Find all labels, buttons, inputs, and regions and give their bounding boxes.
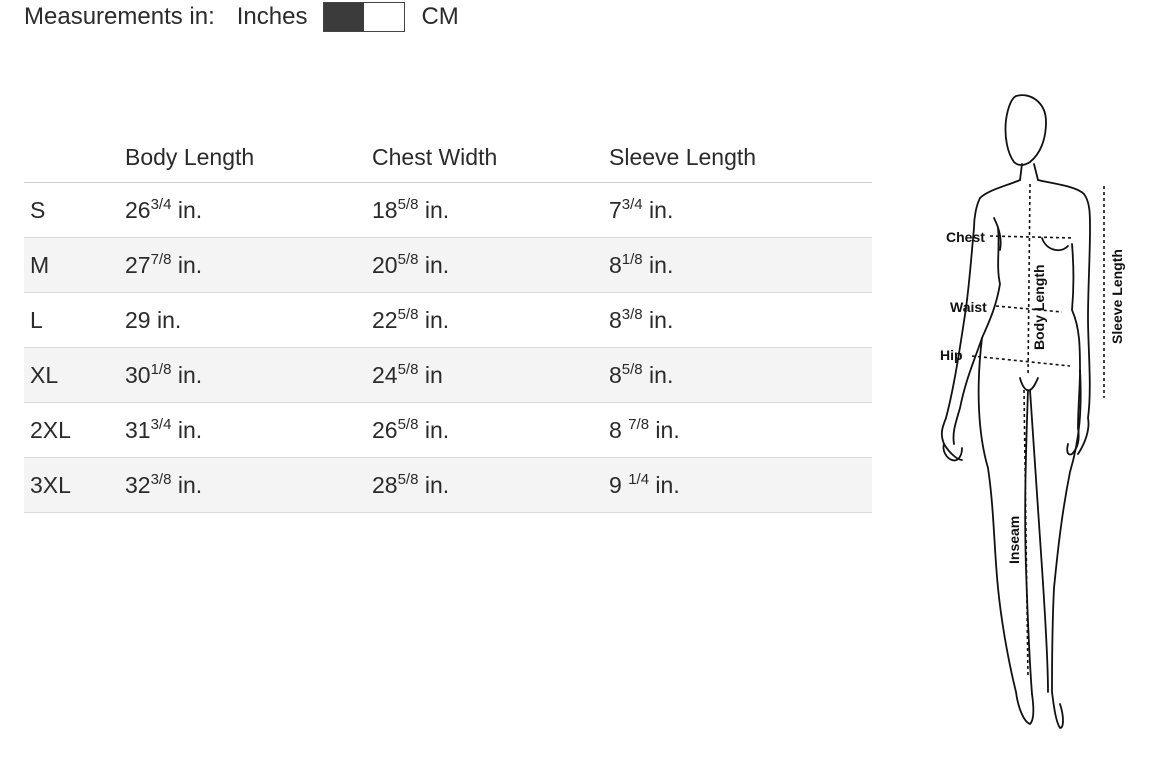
fraction-value: 1/8 [621, 250, 643, 268]
body-measurement [125, 238, 372, 293]
chest-measurement [372, 183, 609, 238]
body-measurement [125, 293, 372, 348]
whole-value: 7 [609, 196, 622, 223]
whole-value: 8 [609, 251, 622, 278]
whole-value: 29 in. [125, 306, 182, 333]
sleeve-measurement [609, 403, 872, 458]
chest-measurement [372, 403, 609, 458]
unit-suffix: in. [649, 471, 680, 498]
inches-option[interactable]: Inches [236, 3, 308, 30]
whole-value: 27 [125, 251, 151, 278]
sleeve-length-diagram-label: Sleeve Length [1109, 249, 1125, 344]
whole-value: 26 [125, 196, 151, 223]
unit-suffix: in. [418, 251, 450, 278]
unit-suffix: in [418, 361, 443, 388]
fraction-value: 5/8 [397, 250, 419, 268]
size-chart-table [24, 133, 872, 513]
cm-option[interactable]: CM [421, 3, 459, 30]
size-label: XL [24, 348, 125, 403]
size-row-2xl [24, 403, 872, 458]
unit-suffix: in. [649, 416, 680, 443]
size-label: 2XL [24, 403, 125, 458]
inseam-diagram-label: Inseam [1006, 515, 1022, 564]
unit-suffix: in. [642, 251, 674, 278]
unit-suffix: in. [171, 361, 203, 388]
body-measurement [125, 348, 372, 403]
whole-value: 20 [372, 251, 398, 278]
whole-value: 24 [372, 361, 398, 388]
size-label: M [24, 238, 125, 293]
whole-value: 22 [372, 306, 398, 333]
fraction-value: 3/4 [621, 195, 643, 213]
chest-measurement [372, 458, 609, 513]
fraction-value: 5/8 [397, 470, 419, 488]
body-measurement [125, 183, 372, 238]
unit-suffix: in. [642, 196, 674, 223]
hip-diagram-label: Hip [940, 347, 963, 363]
chest-measurement [372, 238, 609, 293]
fraction-value: 3/4 [150, 415, 172, 433]
body-measurement-diagram [930, 88, 1140, 738]
fraction-value: 3/8 [621, 305, 643, 323]
whole-value: 8 [609, 361, 622, 388]
unit-suffix: in. [171, 416, 203, 443]
measurements-label: Measurements in: [24, 3, 215, 30]
unit-suffix: in. [171, 471, 203, 498]
body-measurement [125, 403, 372, 458]
fraction-value: 3/8 [150, 470, 172, 488]
body-length-header: Body Length [125, 133, 372, 183]
chest-diagram-label: Chest [946, 229, 985, 245]
measurement-unit-toggle-bar [24, 0, 475, 34]
waist-diagram-label: Waist [950, 299, 987, 315]
size-label: S [24, 183, 125, 238]
whole-value: 28 [372, 471, 398, 498]
fraction-value: 5/8 [397, 305, 419, 323]
fraction-value: 7/8 [628, 415, 650, 433]
whole-value: 18 [372, 196, 398, 223]
sleeve-measurement [609, 348, 872, 403]
fraction-value: 7/8 [150, 250, 172, 268]
fraction-value: 5/8 [621, 360, 643, 378]
chest-width-header: Chest Width [372, 133, 609, 183]
chest-measurement [372, 293, 609, 348]
whole-value: 9 [609, 471, 629, 498]
fraction-value: 5/8 [397, 415, 419, 433]
unit-suffix: in. [418, 196, 450, 223]
sleeve-measurement [609, 183, 872, 238]
body-measurement [125, 458, 372, 513]
sleeve-length-header: Sleeve Length [609, 133, 872, 183]
sleeve-measurement [609, 458, 872, 513]
size-row-l [24, 293, 872, 348]
sleeve-measurement [609, 293, 872, 348]
unit-suffix: in. [418, 416, 450, 443]
size-label: 3XL [24, 458, 125, 513]
whole-value: 30 [125, 361, 151, 388]
body-length-diagram-label: Body Length [1031, 264, 1047, 350]
toggle-knob [324, 3, 364, 31]
unit-suffix: in. [418, 471, 450, 498]
mannequin-figure [930, 88, 1140, 738]
size-label: L [24, 293, 125, 348]
whole-value: 26 [372, 416, 398, 443]
size-row-3xl [24, 458, 872, 513]
fraction-value: 5/8 [397, 195, 419, 213]
table-header-row [24, 133, 872, 183]
fraction-value: 1/4 [628, 470, 650, 488]
fraction-value: 5/8 [397, 360, 419, 378]
unit-suffix: in. [642, 361, 674, 388]
whole-value: 8 [609, 306, 622, 333]
whole-value: 31 [125, 416, 151, 443]
size-row-xl [24, 348, 872, 403]
unit-toggle-switch[interactable] [323, 2, 405, 32]
size-row-m [24, 238, 872, 293]
whole-value: 32 [125, 471, 151, 498]
unit-suffix: in. [171, 196, 203, 223]
fraction-value: 3/4 [150, 195, 172, 213]
size-column-header [24, 133, 125, 183]
whole-value: 8 [609, 416, 629, 443]
sleeve-measurement [609, 238, 872, 293]
unit-suffix: in. [171, 251, 203, 278]
fraction-value: 1/8 [150, 360, 172, 378]
size-row-s [24, 183, 872, 238]
unit-suffix: in. [642, 306, 674, 333]
chest-measurement [372, 348, 609, 403]
unit-suffix: in. [418, 306, 450, 333]
